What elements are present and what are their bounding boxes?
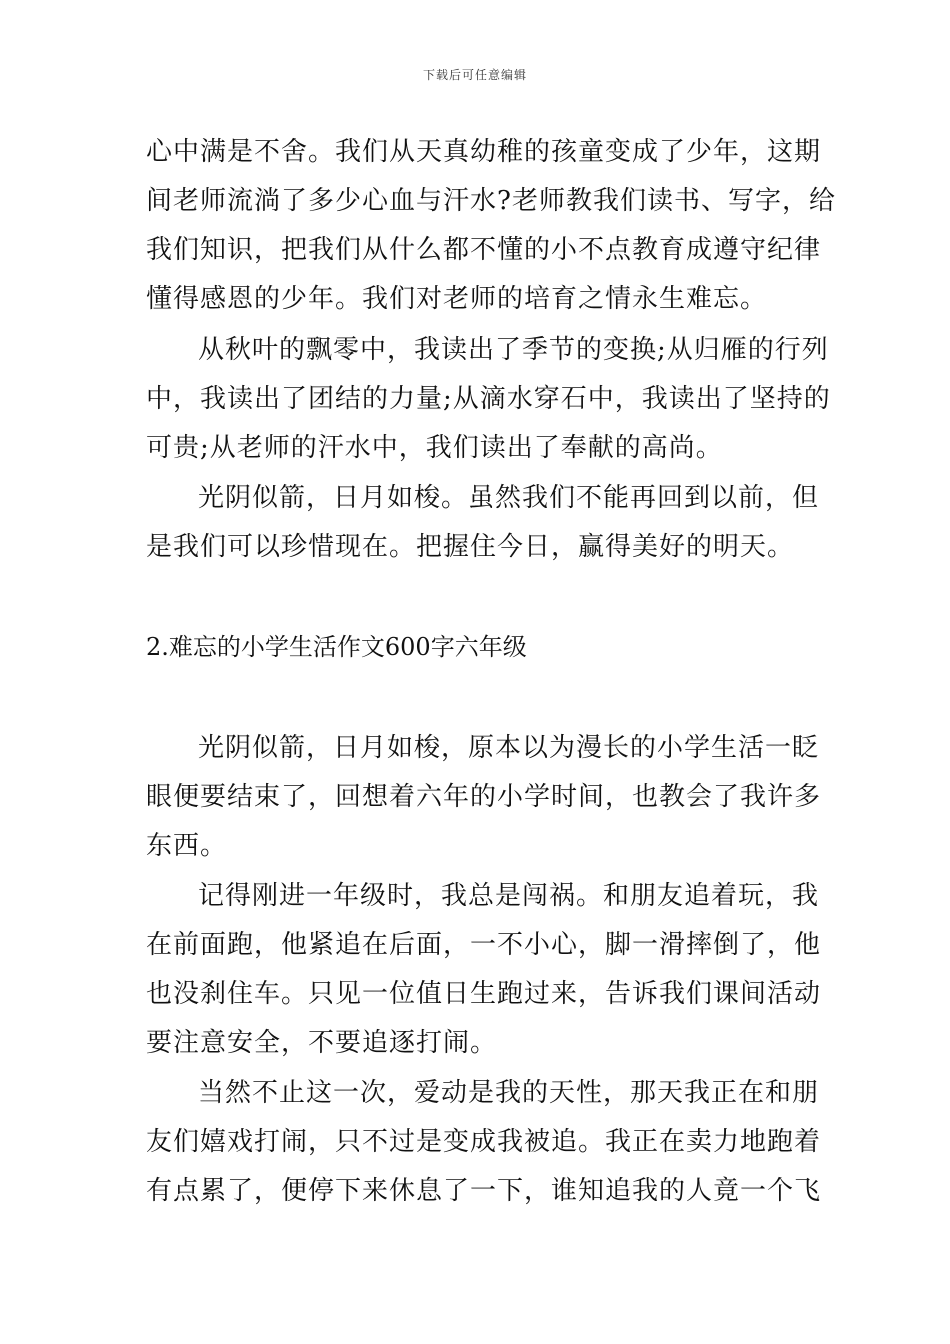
text-line: 心中满是不舍。我们从天真幼稚的孩童变成了少年，这期 [146, 137, 822, 167]
text-line: 也没刹住车。只见一位值日生跑过来，告诉我们课间活动 [146, 979, 822, 1009]
text-line: 在前面跑，他紧追在后面，一不小心，脚一滑摔倒了，他 [146, 930, 822, 960]
text-line: 眼便要结束了，回想着六年的小学时间，也教会了我许多 [146, 782, 822, 812]
text-line: 要注意安全，不要追逐打闹。 [146, 1028, 498, 1058]
text-line: 记得刚进一年级时，我总是闯祸。和朋友追着玩，我 [198, 881, 820, 911]
page-header: 下载后可任意编辑 [422, 68, 527, 82]
text-line: 友们嬉戏打闹，只不过是变成我被追。我正在卖力地跑着 [146, 1127, 822, 1157]
text-line: 可贵;从老师的汗水中，我们读出了奉献的高尚。 [146, 433, 723, 463]
section-heading: 2.难忘的小学生活作文600字六年级 [146, 633, 527, 661]
text-line: 间老师流淌了多少心血与汗水?老师教我们读书、写字，给 [146, 186, 836, 216]
text-line: 是我们可以珍惜现在。把握住今日，赢得美好的明天。 [146, 532, 795, 562]
text-line: 东西。 [146, 831, 228, 861]
text-line: 光阴似箭，日月如梭，原本以为漫长的小学生活一眨 [198, 733, 820, 763]
text-line: 中，我读出了团结的力量;从滴水穿石中，我读出了坚持的 [146, 384, 831, 414]
text-line: 当然不止这一次，爱动是我的天性，那天我正在和朋 [198, 1078, 820, 1108]
text-line: 从秋叶的飘零中，我读出了季节的变换;从归雁的行列 [198, 335, 829, 365]
text-line: 有点累了，便停下来休息了一下，谁知追我的人竟一个飞 [146, 1176, 822, 1206]
text-line: 懂得感恩的少年。我们对老师的培育之情永生难忘。 [146, 284, 768, 314]
text-line: 我们知识，把我们从什么都不懂的小不点教育成遵守纪律 [146, 235, 822, 265]
text-line: 光阴似箭，日月如梭。虽然我们不能再回到以前，但 [198, 483, 820, 513]
